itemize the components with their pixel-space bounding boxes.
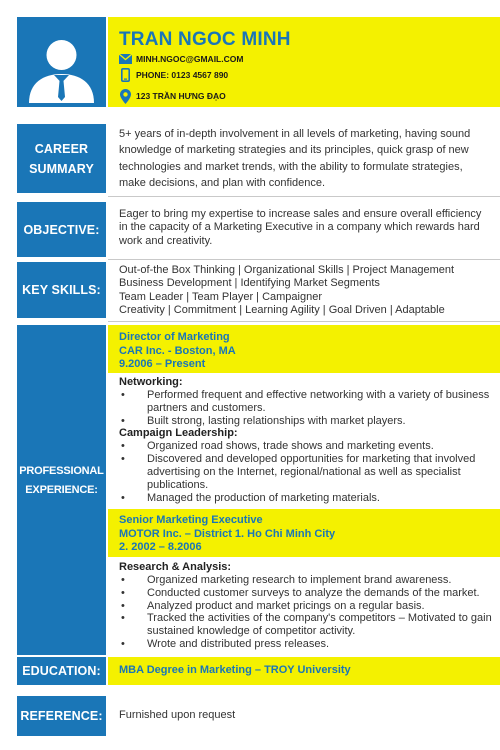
objective-text: Eager to bring my expertise to increase sales and ensure overall efficiency in the capacity of a Marketing Executive in a company which rewards hard work and creativity. <box>119 208 482 247</box>
list-item: • Managed the production of marketing materials. <box>119 492 491 505</box>
divider <box>108 321 500 322</box>
list-item: • Conducted customer surveys to analyze the demands of the market. <box>119 587 493 600</box>
skills-line: Business Development | Identifying Market Segments <box>119 277 380 290</box>
education-text: MBA Degree in Marketing – TROY University <box>119 664 351 676</box>
skills-line: Out-of-the Box Thinking | Organizational Skills | Project Management <box>119 264 455 276</box>
job-dates: 2. 2002 – 8.2006 <box>119 541 202 553</box>
skills-line: Creativity | Commitment | Learning Agility | Goal Driven | Adaptable <box>119 303 445 316</box>
education-label: EDUCATION: <box>17 657 106 685</box>
job-title: Senior Marketing Executive <box>119 514 263 526</box>
divider <box>108 259 500 260</box>
experience-label: PROFESSIONAL EXPERIENCE: <box>17 325 106 655</box>
group-heading: Networking: <box>119 376 183 388</box>
reference-text: Furnished upon request <box>119 709 236 721</box>
list-item: • Wrote and distributed press releases. <box>119 638 493 651</box>
list-item: • Analyzed product and market pricings on a regular basis. <box>119 600 493 613</box>
job-company: CAR Inc. - Boston, MA <box>119 344 236 357</box>
address-text: 123 TRẦN HƯNG ĐẠO <box>136 91 226 101</box>
job-details <box>119 376 491 504</box>
job-header <box>108 509 500 557</box>
job-details <box>119 561 493 651</box>
list-item: • Organized road shows, trade shows and marketing events. <box>119 440 491 453</box>
address-row <box>118 89 226 103</box>
job-header <box>108 325 500 373</box>
list-item: • Organized marketing research to implement brand awareness. <box>119 574 493 587</box>
job-dates: 9.2006 – Present <box>119 358 206 370</box>
header-panel <box>108 17 500 107</box>
phone-row <box>118 68 228 82</box>
email-text[interactable]: MINH.NGOC@GMAIL.COM <box>136 54 244 64</box>
career-summary-text: 5+ years of in-depth involvement in all levels of marketing, having sound knowledge of marketing strategies and its principles, quick grasp of new technologies and market trends, with the ability to formulate strategies, make decisions, and plan with confidence. <box>119 128 471 190</box>
group-heading: Research & Analysis: <box>119 561 232 573</box>
phone-icon <box>118 68 132 82</box>
location-icon <box>118 89 132 104</box>
email-row <box>118 52 243 66</box>
bullet-list <box>119 574 493 651</box>
reference-label: REFERENCE: <box>17 696 106 736</box>
list-item: • Performed frequent and effective networking with a variety of business partners and customers. <box>119 389 491 415</box>
skills-line: Team Leader | Team Player | Campaigner <box>119 290 323 303</box>
key-skills-label: KEY SKILLS: <box>17 262 106 318</box>
job-company: MOTOR Inc. – District 1. Ho Chi Minh City <box>119 527 336 540</box>
job-title: Director of Marketing <box>119 331 230 343</box>
key-skills-list <box>119 264 494 317</box>
divider <box>108 196 500 197</box>
bullet-list <box>119 389 491 427</box>
phone-text: PHONE: 0123 4567 890 <box>136 70 229 80</box>
email-icon <box>118 54 132 64</box>
objective-label: OBJECTIVE: <box>17 202 106 257</box>
candidate-name: TRAN NGOC MINH <box>119 29 291 50</box>
list-item: • Discovered and developed opportunities for marketing that involved advertising on the Internet, regional/national as well as specialist publications. <box>119 453 491 491</box>
list-item: • Built strong, lasting relationships with market players. <box>119 415 491 428</box>
career-summary-label: CAREER SUMMARY <box>17 124 106 193</box>
education-panel <box>108 657 500 685</box>
avatar-icon <box>17 17 106 107</box>
group-heading: Campaign Leadership: <box>119 427 238 440</box>
list-item: • Tracked the activities of the company's competitors – Motivated to gain sustained knowledge of competitor activity. <box>119 612 493 638</box>
avatar-panel <box>17 17 106 107</box>
bullet-list <box>119 440 491 504</box>
